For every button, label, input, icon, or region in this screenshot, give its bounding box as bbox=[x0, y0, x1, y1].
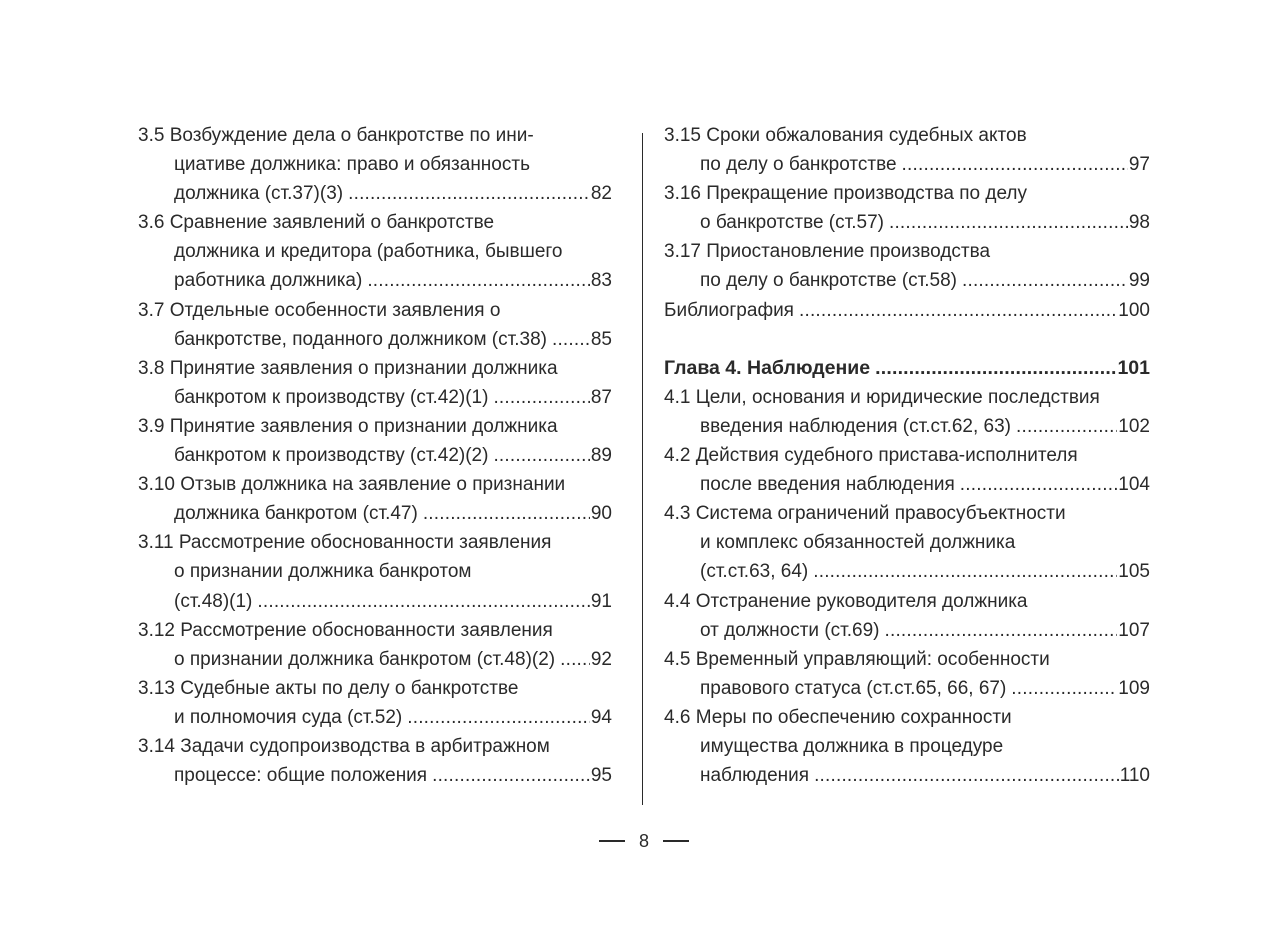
toc-right-column bbox=[664, 121, 1150, 790]
leader-dots bbox=[367, 266, 590, 295]
toc-entry-text: 3.12 Рассмотрение обоснованности заявления bbox=[138, 619, 553, 641]
toc-page-number: 104 bbox=[1118, 474, 1150, 496]
toc-entry-line bbox=[138, 121, 612, 150]
toc-page-number: 89 bbox=[590, 445, 612, 467]
toc-entry-line bbox=[664, 441, 1150, 470]
toc-entry bbox=[138, 674, 612, 732]
toc-entry bbox=[138, 528, 612, 615]
toc-entry bbox=[138, 354, 612, 412]
toc-entry-line bbox=[664, 616, 1150, 645]
chapter-heading bbox=[664, 354, 1150, 383]
toc-entry-line bbox=[138, 325, 612, 354]
toc-entry-text: 3.10 Отзыв должника на заявление о признании bbox=[138, 474, 566, 496]
toc-entry-text: и комплекс обязанностей должника bbox=[700, 532, 1016, 554]
toc-entry bbox=[664, 383, 1150, 441]
toc-entry-line bbox=[138, 528, 612, 557]
toc-entry-text: 4.3 Система ограничений правосубъектности bbox=[664, 503, 1066, 525]
toc-entry-text: (ст.ст.63, 64) bbox=[700, 561, 809, 583]
toc-page-number: 92 bbox=[590, 648, 612, 670]
toc-entry-text: от должности (ст.69) bbox=[700, 619, 880, 641]
leader-dots bbox=[493, 441, 589, 470]
toc-entry-text: 4.4 Отстранение руководителя должника bbox=[664, 590, 1028, 612]
toc-entry-line bbox=[664, 732, 1150, 761]
toc-entry-text: 4.5 Временный управляющий: особенности bbox=[664, 648, 1050, 670]
toc-entry bbox=[664, 703, 1150, 790]
toc-entry-line bbox=[138, 412, 612, 441]
toc-entry-text: 3.13 Судебные акты по делу о банкротстве bbox=[138, 677, 519, 699]
toc-entry-line bbox=[138, 383, 612, 412]
leader-dots bbox=[432, 761, 590, 790]
toc-entry-text: 4.2 Действия судебного пристава-исполнителя bbox=[664, 445, 1078, 467]
toc-entry-line bbox=[664, 674, 1150, 703]
toc-page-number: 90 bbox=[590, 503, 612, 525]
toc-entry bbox=[664, 645, 1150, 703]
toc-entry-text: банкротом к производству (ст.42)(2) bbox=[174, 445, 489, 467]
toc-entry-line bbox=[664, 296, 1150, 325]
toc-entry-line bbox=[138, 587, 612, 616]
toc-entry-text: наблюдения bbox=[700, 765, 810, 787]
toc-entry-text: должника и кредитора (работника, бывшего bbox=[174, 241, 563, 263]
toc-entry-text: 3.11 Рассмотрение обоснованности заявления bbox=[138, 532, 552, 554]
toc-entry-text: 3.5 Возбуждение дела о банкротстве по ини- bbox=[138, 125, 534, 146]
toc-page-number: 87 bbox=[590, 386, 612, 408]
toc-entry-line bbox=[138, 179, 612, 208]
toc-entry-line bbox=[138, 208, 612, 237]
toc-page-number: 102 bbox=[1118, 415, 1150, 437]
toc-entry-line bbox=[664, 645, 1150, 674]
column-divider bbox=[642, 133, 643, 805]
toc-entry-text: правового статуса (ст.ст.65, 66, 67) bbox=[700, 677, 1007, 699]
toc-page-number: 105 bbox=[1118, 561, 1150, 583]
toc-entry-text: и полномочия суда (ст.52) bbox=[174, 706, 403, 728]
toc-entry-line bbox=[138, 237, 612, 266]
leader-dots bbox=[814, 761, 1119, 790]
toc-page-number: 85 bbox=[590, 328, 612, 350]
toc-page-number: 82 bbox=[590, 183, 612, 205]
section-gap bbox=[664, 325, 1150, 354]
toc-entry-text: 3.16 Прекращение производства по делу bbox=[664, 183, 1027, 205]
leader-dots bbox=[423, 499, 590, 528]
leader-dots bbox=[1011, 674, 1117, 703]
leader-dots bbox=[902, 150, 1128, 179]
toc-entry bbox=[138, 296, 612, 354]
toc-page-number: 95 bbox=[590, 765, 612, 787]
toc-entry-line bbox=[664, 383, 1150, 412]
toc-entry-line bbox=[664, 528, 1150, 557]
toc-entry-line bbox=[664, 208, 1150, 237]
chapter-page-number: 101 bbox=[1117, 356, 1150, 379]
toc-entry-text: должника банкротом (ст.47) bbox=[174, 503, 418, 525]
toc-page-number: 109 bbox=[1118, 677, 1150, 699]
toc-entry-line bbox=[664, 557, 1150, 586]
leader-dots bbox=[552, 325, 590, 354]
toc-entry bbox=[664, 441, 1150, 499]
toc-entry-text: (ст.48)(1) bbox=[174, 590, 253, 612]
toc-entry-text: Библиография bbox=[664, 299, 794, 321]
toc-entry bbox=[664, 179, 1150, 237]
leader-dots bbox=[407, 703, 590, 732]
toc-entry-text: банкротстве, поданного должником (ст.38) bbox=[174, 328, 547, 350]
toc-entry-line bbox=[138, 761, 612, 790]
toc-entry-text: о банкротстве (ст.57) bbox=[700, 212, 884, 234]
leader-dots bbox=[875, 354, 1116, 383]
toc-entry-text: 3.8 Принятие заявления о признании должника bbox=[138, 357, 558, 379]
toc-entry bbox=[138, 121, 612, 208]
toc-page-number: 97 bbox=[1128, 154, 1150, 176]
toc-entry-line bbox=[664, 237, 1150, 266]
toc-entry bbox=[664, 237, 1150, 295]
leader-dots bbox=[813, 557, 1117, 586]
chapter-title: Глава 4. Наблюдение bbox=[664, 356, 871, 379]
toc-entry-line bbox=[138, 645, 612, 674]
toc-entry-line bbox=[138, 703, 612, 732]
toc-page-number: 98 bbox=[1128, 212, 1150, 234]
toc-page-number: 110 bbox=[1119, 765, 1150, 787]
toc-entry-text: 3.9 Принятие заявления о признании должника bbox=[138, 415, 558, 437]
leader-dots bbox=[962, 266, 1128, 295]
toc-entry-line bbox=[664, 587, 1150, 616]
toc-entry-text: процессе: общие положения bbox=[174, 765, 428, 787]
toc-entry-text: 4.1 Цели, основания и юридические последствия bbox=[664, 386, 1100, 408]
footer-dash-right bbox=[663, 840, 689, 842]
leader-dots bbox=[884, 616, 1117, 645]
toc-entry-text: после введения наблюдения bbox=[700, 474, 955, 496]
footer-dash-left bbox=[599, 840, 625, 842]
toc-entry-text: по делу о банкротстве bbox=[700, 154, 897, 176]
toc-entry-line bbox=[664, 499, 1150, 528]
toc-page-number: 94 bbox=[590, 706, 612, 728]
toc-entry-text: 4.6 Меры по обеспечению сохранности bbox=[664, 706, 1012, 728]
toc-entry-text: циативе должника: право и обязанность bbox=[174, 154, 530, 176]
toc-entry-line bbox=[138, 616, 612, 645]
toc-entry-line bbox=[664, 150, 1150, 179]
leader-dots bbox=[257, 587, 589, 616]
toc-entry-text: 3.15 Сроки обжалования судебных актов bbox=[664, 125, 1027, 146]
toc-entry bbox=[138, 412, 612, 470]
toc-entry-text: должника (ст.37)(3) bbox=[174, 183, 344, 205]
toc-entry-line bbox=[138, 441, 612, 470]
toc-entry-line bbox=[664, 121, 1150, 150]
toc-entry-line bbox=[138, 266, 612, 295]
toc-entry bbox=[664, 587, 1150, 645]
toc-entry-line bbox=[664, 703, 1150, 732]
toc-entry-line bbox=[138, 354, 612, 383]
toc-entry-line bbox=[664, 412, 1150, 441]
toc-entry-line bbox=[138, 296, 612, 325]
leader-dots bbox=[493, 383, 589, 412]
leader-dots bbox=[560, 645, 590, 674]
toc-page-number: 83 bbox=[590, 270, 612, 292]
toc-entry bbox=[664, 121, 1150, 179]
toc-entry-text: о признании должника банкротом (ст.48)(2) bbox=[174, 648, 556, 670]
toc-entry-text: о признании должника банкротом bbox=[174, 561, 472, 583]
page-number: 8 bbox=[638, 830, 649, 851]
toc-page-number: 107 bbox=[1118, 619, 1150, 641]
toc-page-number: 100 bbox=[1118, 299, 1150, 321]
toc-entry bbox=[138, 616, 612, 674]
toc-entry-text: 3.17 Приостановление производства bbox=[664, 241, 991, 263]
toc-entry-text: работника должника) bbox=[174, 270, 363, 292]
leader-dots bbox=[799, 296, 1117, 325]
toc-entry bbox=[138, 732, 612, 790]
toc-entry-text: 3.14 Задачи судопроизводства в арбитражном bbox=[138, 735, 550, 757]
toc-entry-line bbox=[664, 470, 1150, 499]
toc-entry-line bbox=[138, 470, 612, 499]
toc-entry-text: 3.6 Сравнение заявлений о банкротстве bbox=[138, 212, 495, 234]
toc-entry-text: введения наблюдения (ст.ст.62, 63) bbox=[700, 415, 1012, 437]
toc-entry-line bbox=[138, 499, 612, 528]
leader-dots bbox=[960, 470, 1118, 499]
leader-dots bbox=[348, 179, 590, 208]
toc-left-column bbox=[138, 121, 612, 790]
toc-entry-line bbox=[664, 761, 1150, 790]
toc-page-number: 91 bbox=[590, 590, 612, 612]
page-footer bbox=[0, 826, 1288, 856]
toc-entry bbox=[138, 470, 612, 528]
toc-entry-line bbox=[138, 674, 612, 703]
toc-entry-text: 3.7 Отдельные особенности заявления о bbox=[138, 299, 501, 321]
toc-entry-text: имущества должника в процедуре bbox=[700, 735, 1004, 757]
toc-entry-line bbox=[664, 266, 1150, 295]
toc-entry-text: банкротом к производству (ст.42)(1) bbox=[174, 386, 489, 408]
toc-entry-line bbox=[138, 557, 612, 586]
toc-entry-line bbox=[138, 150, 612, 179]
leader-dots bbox=[1016, 412, 1117, 441]
toc-entry bbox=[664, 499, 1150, 586]
toc-page-number: 99 bbox=[1128, 270, 1150, 292]
toc-entry-line bbox=[664, 179, 1150, 208]
toc-entry-text: по делу о банкротстве (ст.58) bbox=[700, 270, 957, 292]
toc-entry-line bbox=[138, 732, 612, 761]
toc-entry bbox=[138, 208, 612, 295]
leader-dots bbox=[889, 208, 1128, 237]
toc-entry bbox=[664, 296, 1150, 325]
